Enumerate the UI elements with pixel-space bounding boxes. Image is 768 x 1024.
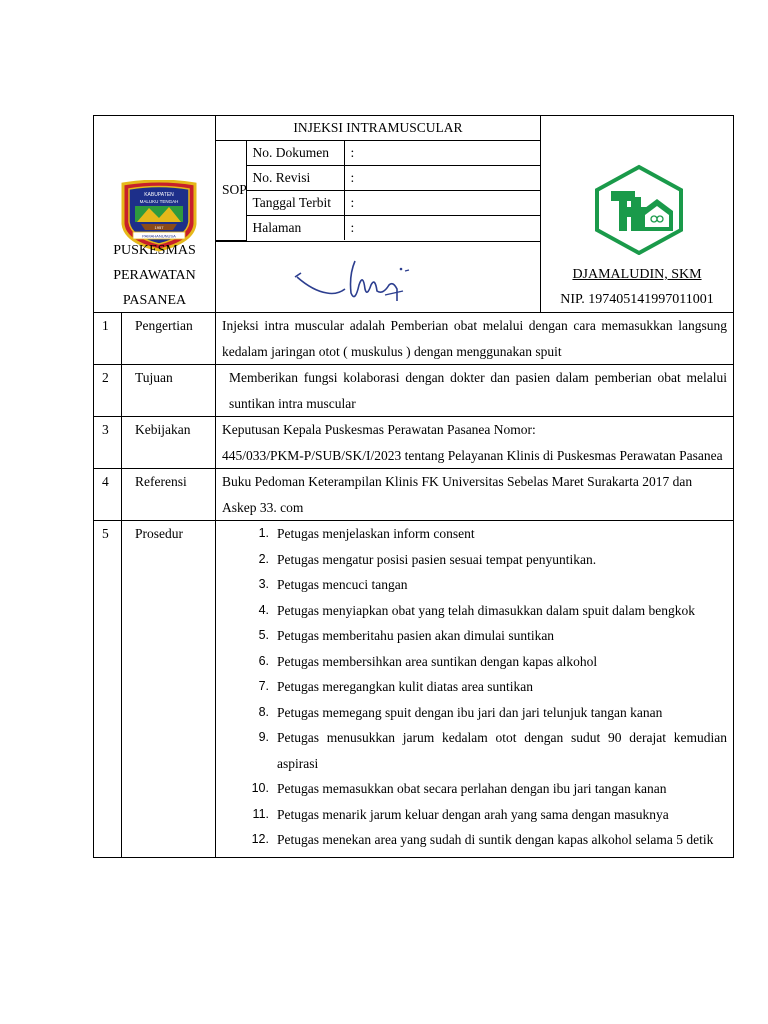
meta-value: : (344, 191, 540, 216)
step-text: Petugas menyiapkan obat yang telah dimasukkan dalam spuit dalam bengkok (277, 602, 696, 618)
step-number: 2. (258, 551, 269, 566)
pengertian-text: Injeksi intra muscular adalah Pemberian obat melalui dengan cara memasukkan langsung kedalam jaringan otot ( muskulus ) dengan menggunakan spuit (222, 318, 727, 359)
kebijakan-line-2: 445/033/PKM-P/SUB/SK/I/2023 tentang Pelayanan Klinis di Puskesmas Perawatan Pasanea (222, 447, 723, 463)
procedure-step (216, 623, 727, 649)
step-number: 8. (258, 704, 269, 719)
meta-value: : (344, 166, 540, 191)
procedure-step (216, 521, 727, 547)
procedure-step (216, 598, 727, 624)
section-label: Tujuan (122, 365, 216, 417)
procedure-step (216, 547, 727, 573)
org-name-line-1: PUSKESMAS (113, 243, 196, 258)
step-number: 11. (252, 806, 269, 821)
procedure-list (216, 521, 733, 853)
step-text: Petugas menarik jarum keluar dengan arah yang sama dengan masuknya (277, 806, 669, 822)
org-name-line-3: PASANEA (122, 293, 187, 308)
section-text (216, 313, 734, 365)
tujuan-text: Memberikan fungsi kolaborasi dengan dokter dan pasien dalam pemberian obat melalui suntikan intra muscular (229, 370, 727, 411)
section-text (216, 417, 734, 469)
step-number: 3. (258, 577, 269, 591)
procedure-step (216, 802, 727, 828)
section-number: 1 (94, 313, 122, 365)
step-number: 4. (258, 602, 269, 617)
seal-year: 1957 (154, 225, 164, 230)
section-number: 2 (94, 365, 122, 417)
kebijakan-line-1: Keputusan Kepala Puskesmas Perawatan Pasanea Nomor: (222, 422, 536, 437)
procedure-step (216, 572, 727, 598)
meta-value: : (344, 141, 540, 166)
procedure-step (216, 700, 727, 726)
signer-name: DJAMALUDIN, SKM (572, 267, 702, 282)
sop-title: INJEKSI INTRAMUSCULAR (216, 116, 540, 141)
step-text: Petugas meregangkan kulit diatas area suntikan (277, 679, 534, 694)
org-logo-cell (94, 116, 216, 313)
section-label: Referensi (122, 469, 216, 521)
section-number: 4 (94, 469, 122, 521)
step-number: 1. (258, 526, 269, 540)
section-number: 5 (94, 521, 122, 858)
sop-document (93, 115, 733, 858)
procedure-step (216, 725, 727, 776)
section-label: Prosedur (122, 521, 216, 858)
meta-label: No. Revisi (246, 166, 344, 191)
step-text: Petugas menekan area yang sudah di suntik dengan kapas alkohol selama 5 detik (277, 832, 714, 847)
org-name (94, 238, 215, 313)
meta-label: Halaman (246, 216, 344, 241)
step-text: Petugas membersihkan area suntikan dengan kapas alkohol (277, 653, 598, 669)
section-number: 3 (94, 417, 122, 469)
step-text: Petugas mencuci tangan (277, 577, 408, 592)
section-label: Pengertian (122, 313, 216, 365)
org-name-line-2: PERAWATAN (113, 268, 196, 283)
meta-label: Tanggal Terbit (246, 191, 344, 216)
procedure-step (216, 776, 727, 802)
section-text (216, 365, 734, 417)
signer-nip: NIP. 197405141997011001 (560, 292, 714, 307)
step-number: 12. (251, 832, 269, 846)
procedure-step (216, 674, 727, 700)
step-text: Petugas menusukkan jarum kedalam otot dengan sudut 90 derajat kemudian aspirasi (277, 730, 727, 771)
sop-meta-table (216, 141, 540, 241)
section-text (216, 469, 734, 521)
step-number: 6. (258, 653, 269, 668)
sop-label: SOP (216, 141, 246, 240)
step-number: 10. (251, 781, 269, 795)
seal-text-top: KABUPATEN (144, 192, 174, 198)
step-text: Petugas mengatur posisi pasien sesuai tempat penyuntikan. (277, 551, 597, 567)
meta-value: : (350, 220, 355, 235)
step-text: Petugas menjelaskan inform consent (277, 526, 475, 541)
kemkes-logo-icon (591, 163, 687, 255)
step-text: Petugas memegang spuit dengan ibu jari dan jari telunjuk tangan kanan (277, 704, 663, 720)
signature-icon (293, 255, 413, 315)
step-number: 5. (258, 628, 269, 642)
procedure-step (216, 827, 727, 853)
referensi-text: Buku Pedoman Keterampilan Klinis FK Universitas Sebelas Maret Surakarta 2017 dan Askep 33. com (222, 474, 693, 515)
step-text: Petugas memasukkan obat secara perlahan dengan ibu jari tangan kanan (277, 781, 667, 796)
seal-text-bottom: PAMAHANUNUSA (142, 233, 176, 239)
step-text: Petugas memberitahu pasien akan dimulai suntikan (277, 628, 555, 643)
meta-label: No. Dokumen (246, 141, 344, 166)
procedure-step (216, 649, 727, 675)
procedure-cell (216, 521, 734, 858)
section-label: Kebijakan (122, 417, 216, 469)
seal-text-mid: MALUKU TENGAH (139, 199, 179, 204)
sop-header-cell (216, 116, 541, 242)
step-number: 9. (258, 730, 269, 744)
step-number: 7. (258, 679, 269, 693)
